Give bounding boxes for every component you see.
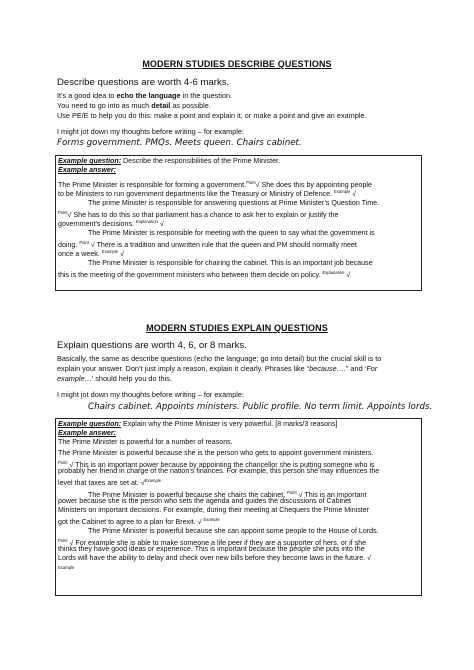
describe-handwritten-notes: Forms government. PMQs. Meets queen. Chairs cabinet. xyxy=(57,138,302,148)
explain-answer-line: Example xyxy=(58,565,75,570)
describe-answer-line: The Prime Minister is responsible for meeting with the queen to say what the government is xyxy=(88,229,375,237)
explain-answer-line: The Prime Minister is powerful because she can appoint some people to the House of Lords. xyxy=(88,527,379,535)
explain-answer-line: The Prime Minister is powerful for a number of reasons. xyxy=(58,438,233,446)
describe-answer-line: government’s decisions. $^{Explanation}$ √ xyxy=(58,219,164,228)
describe-answer-line: this is the meeting of the government ministers who between them decide on policy. $^{Explanation}$ √ xyxy=(58,270,351,279)
explain-answer-line: Lords will have the ability to delay and check over new bills before they become laws in the future. √ xyxy=(58,554,372,562)
describe-jot: I might jot down my thoughts before writing – for example: xyxy=(57,127,244,136)
describe-line-3: Use PE/E to help you do this: make a point and explain it, or make a point and give an example. xyxy=(57,111,367,120)
explain-answer-line: $^{Point}$ √ For example she is able to make someone a life peer if they are a supporter of hers, or if she xyxy=(58,538,367,547)
describe-question: Example question: Describe the responsibilities of the Prime Minister. xyxy=(58,157,280,165)
describe-answer-line: The Prime Minister is responsible for forming a government.$^{Point}$√ She does this by appointing people xyxy=(58,180,372,189)
describe-line-2: You need to go into as much detail as possible. xyxy=(57,101,211,110)
explain-example-box xyxy=(55,418,422,596)
explain-line-3: example…’ should help you do this. xyxy=(57,374,172,383)
describe-answer-line: The Prime Minister is responsible for chairing the cabinet. This is an important job because xyxy=(88,259,373,267)
describe-answer-line: to be Ministers to run government departments like the Treasury or Ministry of Defence. $^{Example}$ √ xyxy=(58,189,357,198)
describe-worth: Describe questions are worth 4-6 marks. xyxy=(57,77,230,88)
explain-answer-line: Ministers on important decisions. For example, during their meeting at Chequers the Prime Minister xyxy=(58,506,370,514)
explain-line-2: explain your answer. Don’t just imply a reason, explain it clearly. Phrases like “because….” and ‘For xyxy=(57,364,378,373)
explain-answer-line: got the Cabinet to agree to a plan for Brexit. √ $^{Example}$ xyxy=(58,517,220,526)
describe-answer-line: doing. $^{Point}$ √ There is a tradition and unwritten rule that the queen and PM should normally meet xyxy=(58,240,357,249)
describe-answer-line: once a week. $^{Example}$ √ xyxy=(58,249,124,258)
explain-answer-line: probably her friend in charge of the nation’s finances. For example, this person she may influences the xyxy=(58,467,380,475)
describe-line-1: It’s a good idea to echo the language in the question. xyxy=(57,91,233,100)
explain-answer-label: Example answer: xyxy=(58,429,116,437)
describe-answer-line: $^{Point}$√ She has to do this so that parliament has a chance to ask her to explain or justify the xyxy=(58,210,339,219)
explain-answer-line: The Prime Minister is powerful because she is the person who gets to appoint government ministers. xyxy=(58,449,374,457)
describe-title: MODERN STUDIES DESCRIBE QUESTIONS xyxy=(142,59,332,69)
explain-title: MODERN STUDIES EXPLAIN QUESTIONS xyxy=(146,323,328,333)
describe-answer-line: The prime Minister is responsible for answering questions at Prime Minister’s Question Time. xyxy=(88,199,380,207)
explain-handwritten-notes: Chairs cabinet. Appoints ministers. Public profile. No term limit. Appoints lords. xyxy=(88,402,433,412)
explain-answer-line: level that taxes are set at. √$^{Example}$ xyxy=(58,478,162,487)
explain-answer-line: thinks they have good ideas or experience. This is important because the people she puts into the xyxy=(58,545,365,553)
explain-answer-line: power because she is the person who sets the agenda and guides the discussions of Cabinet xyxy=(58,497,352,505)
describe-example-box xyxy=(55,155,422,291)
explain-jot: I might jot down my thoughts before writing – for example: xyxy=(57,390,244,399)
explain-line-1: Basically, the same as describe questions (echo the language; go into detail) but the crucial skill is to xyxy=(57,354,382,363)
explain-answer-line: $^{Point}$ √ This is an important power because by appointing the chancellor she is putting someone who is xyxy=(58,460,375,469)
explain-answer-line: The Prime Minister is powerful because she chairs the cabinet. $^{Point}$ √ This is an important xyxy=(88,490,367,499)
describe-answer-label: Example answer: xyxy=(58,166,116,174)
explain-question: Example question: Explain why the Prime Minister is very powerful. [8 marks/3 reasons] xyxy=(58,420,338,428)
explain-worth: Explain questions are worth 4, 6, or 8 marks. xyxy=(57,340,247,351)
